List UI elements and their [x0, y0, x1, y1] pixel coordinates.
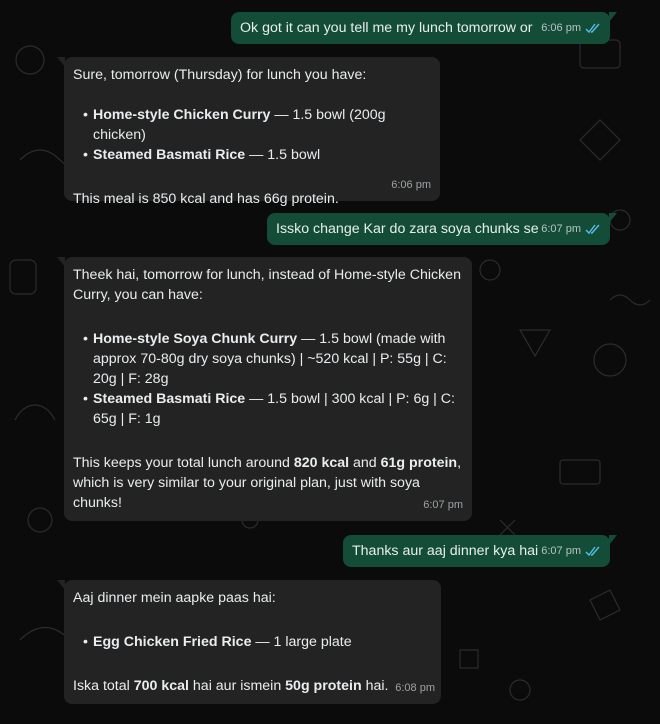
message-outro: This keeps your total lunch around 820 kcal and 61g protein, which is very similar to your original plan, just with soya chunks! [73, 455, 462, 511]
message-incoming[interactable] [64, 257, 472, 521]
message-outgoing[interactable] [267, 213, 610, 245]
message-meta [391, 175, 431, 195]
message-text: Issko change Kar do zara soya chunks se [276, 221, 539, 237]
message-text: Thanks aur aaj dinner kya hai [352, 543, 539, 559]
meal-item: • Steamed Basmati Rice — 1.5 bowl [73, 145, 431, 165]
message-incoming[interactable] [64, 580, 441, 704]
message-time: 6:07 pm [541, 545, 581, 557]
message-time: 6:07 pm [541, 223, 581, 235]
meal-list [73, 632, 432, 652]
message-outgoing[interactable] [231, 12, 610, 44]
message-meta [541, 541, 601, 561]
message-outgoing[interactable] [343, 535, 610, 567]
message-time: 6:06 pm [391, 179, 431, 191]
message-time: 6:07 pm [423, 499, 463, 511]
message-incoming[interactable] [64, 57, 440, 207]
meal-item: • Home-style Soya Chunk Curry — 1.5 bowl (made with approx 70-80g dry soya chunks) | ~520 kcal | P: 55g | C: 20g | F: 28g [73, 329, 463, 389]
message-intro: Sure, tomorrow (Thursday) for lunch you have: [73, 67, 367, 83]
meal-list [73, 105, 431, 165]
meal-list [73, 329, 463, 429]
message-intro: Theek hai, tomorrow for lunch, instead of Home-style Chicken Curry, you can have: [73, 267, 461, 303]
meal-item: • Steamed Basmati Rice — 1.5 bowl | 300 kcal | P: 6g | C: 65g | F: 1g [73, 389, 463, 429]
message-meta [423, 495, 463, 515]
message-text: Ok got it can you tell me my lunch tomorrow or [240, 20, 533, 36]
message-meta [541, 18, 601, 38]
double-check-icon [585, 23, 601, 34]
message-meta [395, 678, 435, 698]
message-outro: This meal is 850 kcal and has 66g protein. [73, 191, 339, 207]
double-check-icon [585, 546, 601, 557]
message-time: 6:08 pm [395, 682, 435, 694]
meal-item: • Egg Chicken Fried Rice — 1 large plate [73, 632, 432, 652]
message-intro: Aaj dinner mein aapke paas hai: [73, 590, 276, 606]
message-time: 6:06 pm [541, 22, 581, 34]
message-meta [541, 219, 601, 239]
meal-item: • Home-style Chicken Curry — 1.5 bowl (200g chicken) [73, 105, 431, 145]
double-check-icon [585, 224, 601, 235]
message-outro: Iska total 700 kcal hai aur ismein 50g protein hai. [73, 678, 389, 694]
